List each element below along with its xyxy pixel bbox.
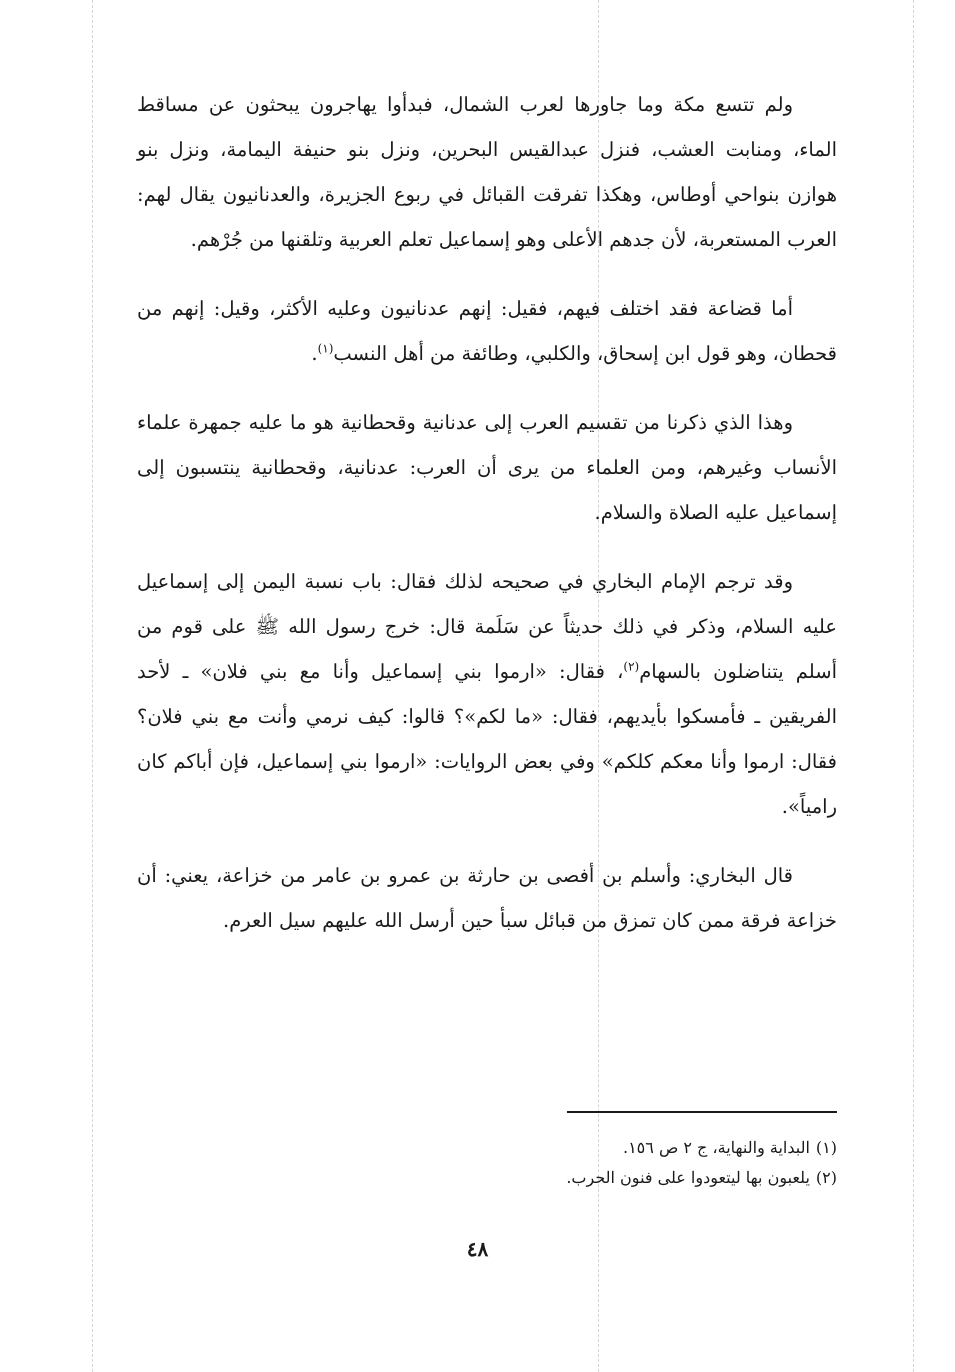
paragraph-qudaa: أما قضاعة فقد اختلف فيهم، فقيل: إنهم عدنانيون وعليه الأكثر، وقيل: إنهم من قحطان، وهو قول ابن إسحاق، والكلبي، وطائفة من أهل النسب$^{(١)}$. bbox=[137, 297, 837, 365]
paragraph-bukhari-hadith: وقد ترجم الإمام البخاري في صحيحه لذلك فقال: باب نسبة اليمن إلى إسماعيل عليه السلام، وذكر في ذلك حديثاً عن سَلَمة قال: خرج رسول الله ﷺ على قوم من أسلم يتناضلون بالسهام$^{(٢)}$، فقال: «ارموا بني إسماعيل وأنا مع بني فلان» ـ لأحد الفريقين ـ فأمسكوا بأيديهم، فقال: «ما لكم»؟ قالوا: كيف نرمي وأنت مع بني فلان؟ فقال: ارموا وأنا معكم كلكم» وفي بعض الروايات: «ارموا بني إسماعيل، فإن أباكم كان رامياً». bbox=[137, 570, 837, 818]
paragraph-khuzaa: قال البخاري: وأسلم بن أفصى بن حارثة بن عمرو بن عامر من خزاعة، يعني: أن خزاعة فرقة ممن كان تمزق من قبائل سبأ حين أرسل الله عليهم سيل العرم. bbox=[137, 864, 837, 932]
footnote-separator bbox=[567, 1111, 837, 1113]
scan-fold-line bbox=[913, 0, 914, 1372]
paragraph-arab-migration: ولم تتسع مكة وما جاورها لعرب الشمال، فبدأوا يهاجرون يبحثون عن مساقط الماء، ومنابت العشب، فنزل عبدالقيس البحرين، ونزل بنو حنيفة اليمامة، ونزل بنو هوازن بنواحي أوطاس، وهكذا تفرقت القبائل في ربوع الجزيرة، والعدنانيون يقال لهم: العرب المستعربة، لأن جدهم الأعلى وهو إسماعيل تعلم العربية وتلقنها من جُرْهم. bbox=[137, 93, 837, 251]
footnote-ref-2: (٢) bbox=[623, 659, 640, 674]
body-text bbox=[137, 82, 837, 967]
page-number: ٤٨ bbox=[466, 1237, 489, 1261]
scan-fold-line bbox=[92, 0, 93, 1372]
footnote-ref-1: (١) bbox=[317, 341, 334, 356]
paragraph-arab-division: وهذا الذي ذكرنا من تقسيم العرب إلى عدنانية وقحطانية هو ما عليه جمهرة علماء الأنساب وغيرهم، ومن العلماء من يرى أن العرب: عدنانية، وقحطانية ينتسبون إلى إسماعيل عليه الصلاة والسلام. bbox=[137, 411, 837, 524]
footnotes bbox=[137, 1133, 837, 1193]
footnote-1: (١)البداية والنهاية، ج ٢ ص ١٥٦. bbox=[622, 1138, 837, 1157]
footnote-2: (٢)يلعبون بها ليتعودوا على فنون الحرب. bbox=[566, 1168, 837, 1187]
